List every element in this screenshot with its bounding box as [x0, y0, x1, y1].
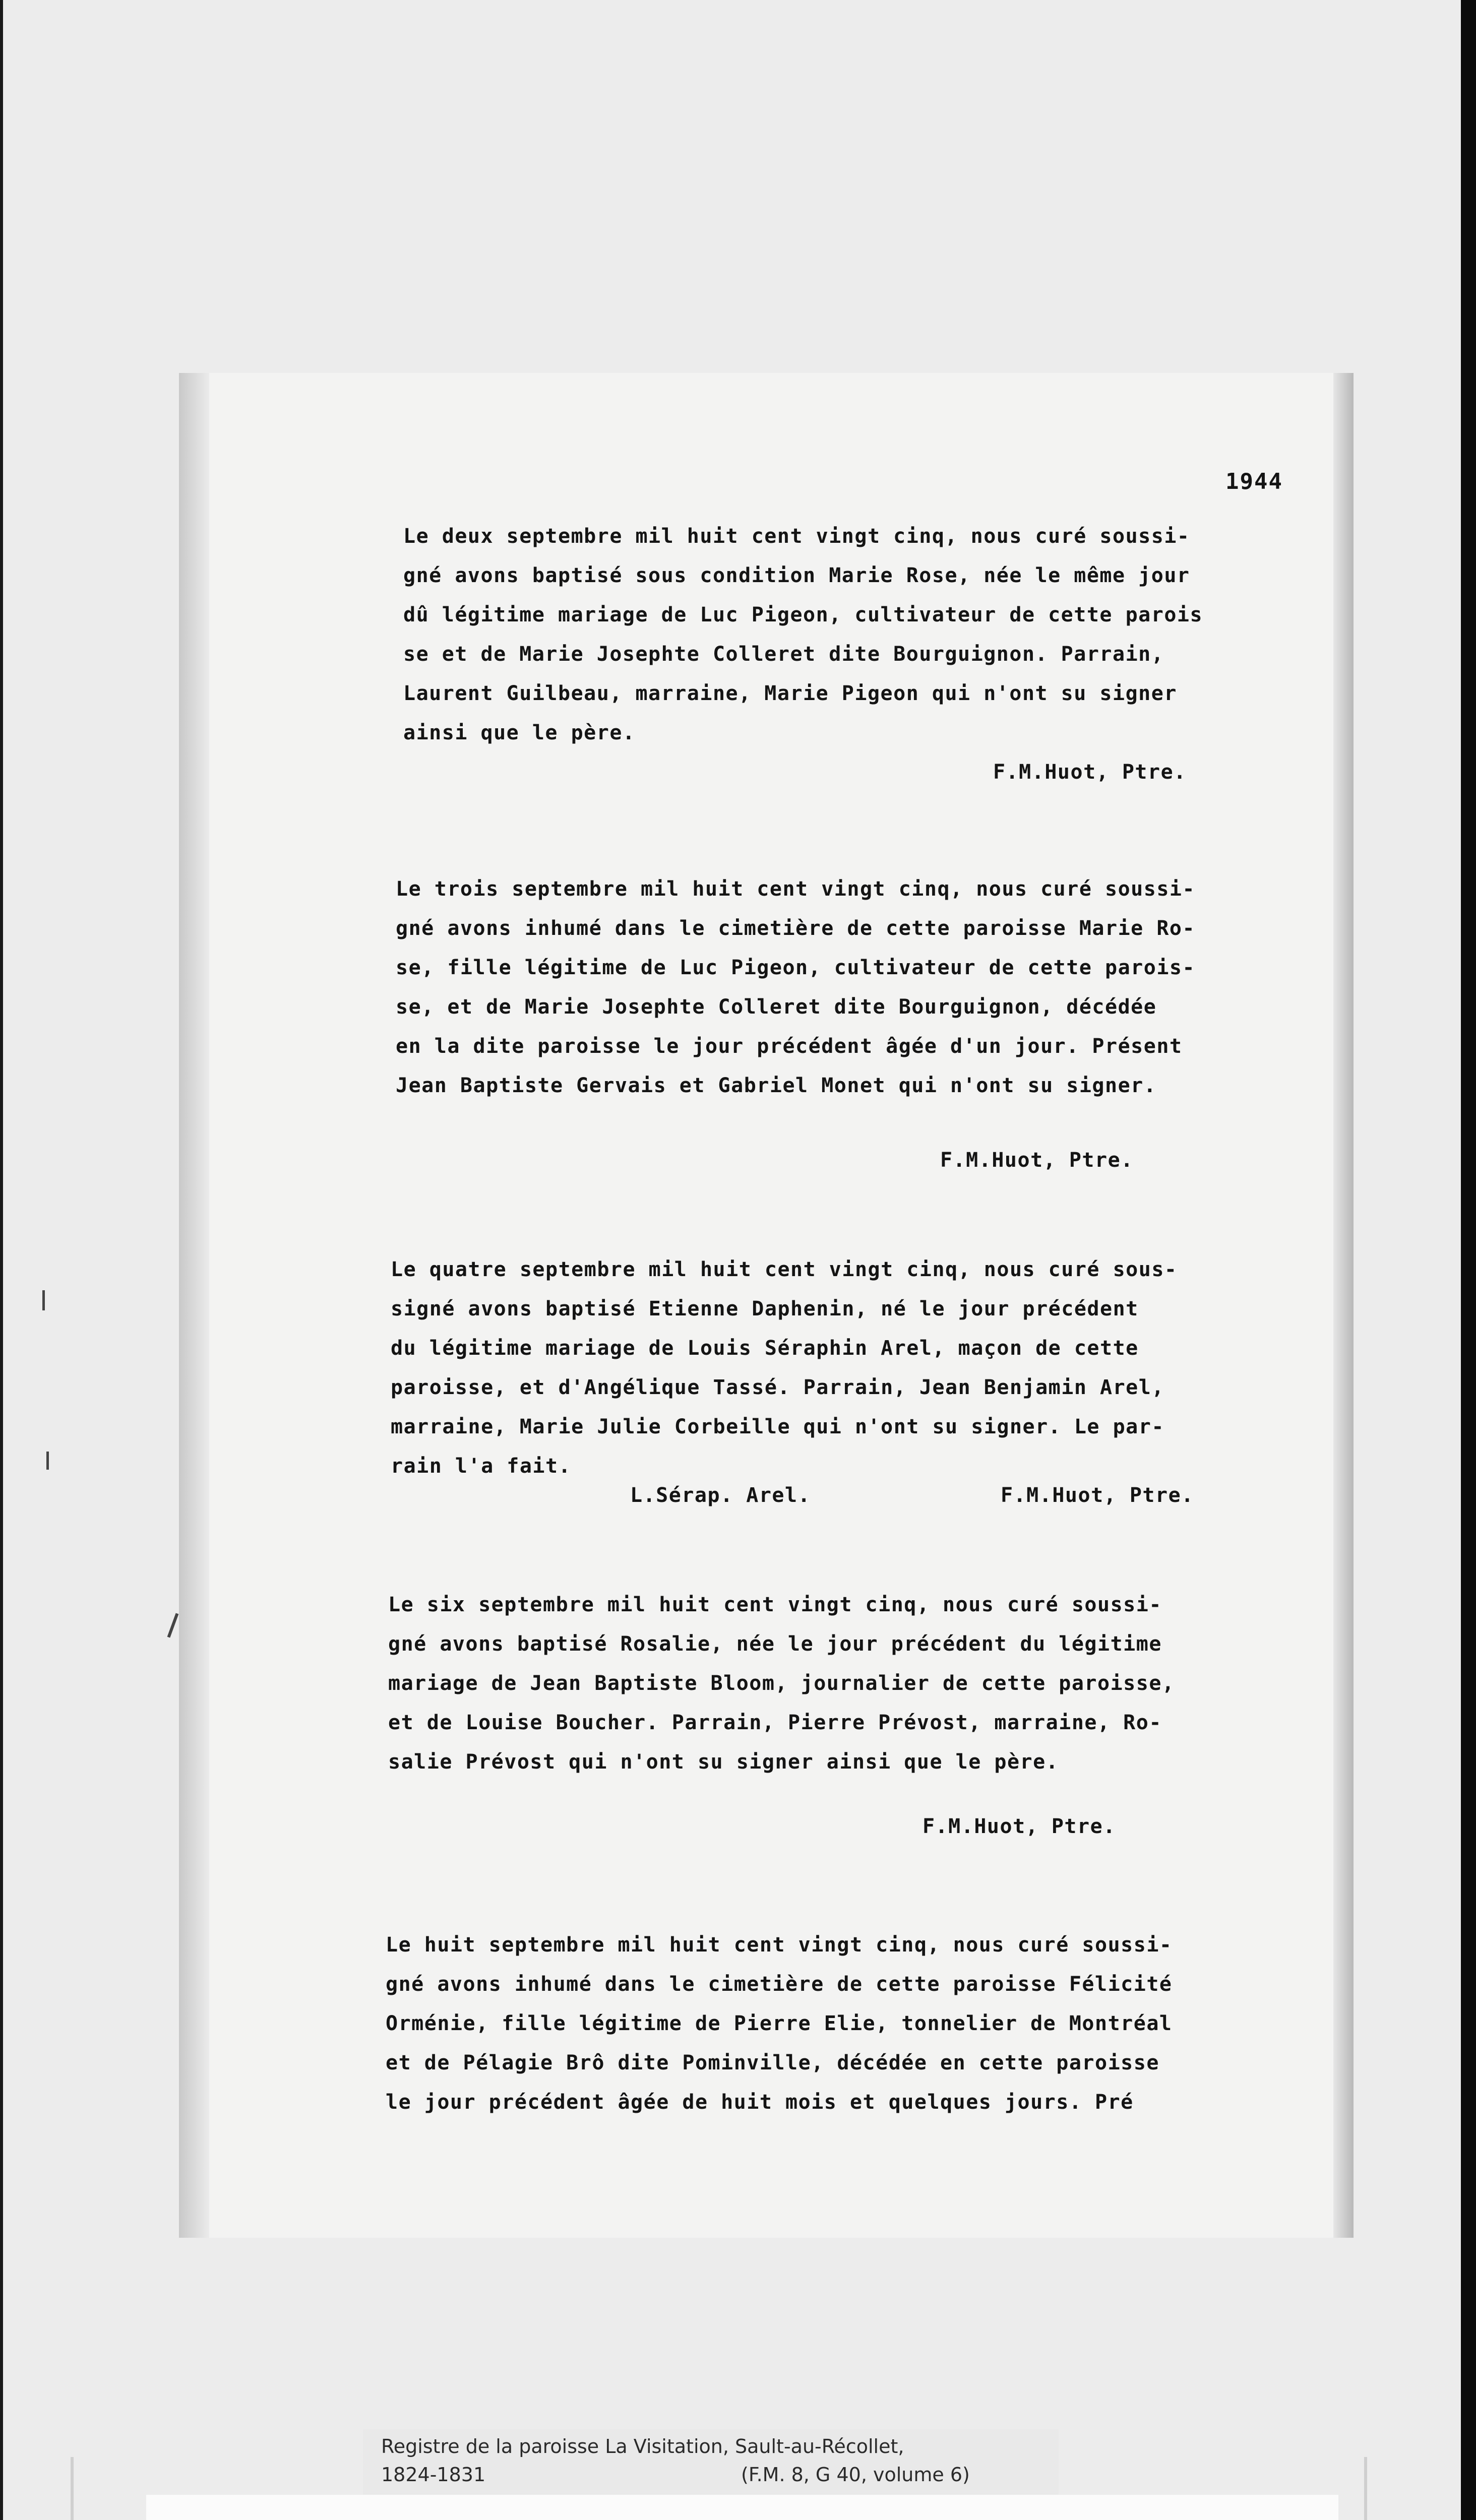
entry-line: mariage de Jean Baptiste Bloom, journalier de cette paroisse,: [388, 1672, 1175, 1695]
entry-line: gné avons inhumé dans le cimetière de cette paroisse Marie Ro-: [396, 917, 1196, 940]
film-mark: [46, 1452, 49, 1470]
witness-signature: L.Sérap. Arel.: [630, 1484, 811, 1507]
entry-line: se, et de Marie Josephte Colleret dite Bourguignon, décédée: [396, 995, 1157, 1019]
entry-line: paroisse, et d'Angélique Tassé. Parrain, Jean Benjamin Arel,: [391, 1376, 1164, 1399]
film-edge-left: [0, 0, 3, 2520]
caption-title: Registre de la paroisse La Visitation, Sault-au-Récollet,: [381, 2435, 904, 2458]
priest-signature: F.M.Huot, Ptre.: [922, 1815, 1116, 1838]
entry-line: se, fille légitime de Luc Pigeon, cultivateur de cette parois-: [396, 956, 1196, 979]
entry-line: Le deux septembre mil huit cent vingt cinq, nous curé soussi-: [403, 525, 1190, 548]
register-entry: [386, 1925, 1318, 2122]
film-mark: [42, 1290, 45, 1310]
signature-row: [388, 1807, 1321, 1846]
signature-row: [403, 752, 1336, 792]
register-entry: [396, 869, 1328, 1180]
entry-line: Laurent Guilbeau, marraine, Marie Pigeon qui n'ont su signer: [403, 682, 1177, 705]
priest-signature: F.M.Huot, Ptre.: [1001, 1484, 1194, 1507]
entry-line: du légitime mariage de Louis Séraphin Arel, maçon de cette: [391, 1337, 1139, 1360]
entry-line: se et de Marie Josephte Colleret dite Bourguignon. Parrain,: [403, 643, 1164, 666]
entry-line: dû légitime mariage de Luc Pigeon, cultivateur de cette parois: [403, 603, 1203, 626]
entry-line: Le quatre septembre mil huit cent vingt cinq, nous curé sous-: [391, 1258, 1178, 1281]
register-caption-label: [363, 2429, 1059, 2495]
entry-line: gné avons inhumé dans le cimetière de cette paroisse Félicité: [386, 1973, 1173, 1996]
typed-register-page: [179, 373, 1354, 2238]
entry-line: ainsi que le père.: [403, 721, 636, 744]
entry-line: marraine, Marie Julie Corbeille qui n'ont su signer. Le par-: [391, 1415, 1164, 1438]
entry-line: Le trois septembre mil huit cent vingt cinq, nous curé soussi-: [396, 877, 1196, 901]
film-edge-right: [1461, 0, 1476, 2520]
entry-line: en la dite paroisse le jour précédent âgée d'un jour. Présent: [396, 1035, 1183, 1058]
register-entry: [403, 517, 1336, 792]
film-mark: [167, 1613, 179, 1637]
entry-line: Jean Baptiste Gervais et Gabriel Monet qui n'ont su signer.: [396, 1074, 1157, 1097]
entry-line: et de Pélagie Brô dite Pominville, décédée en cette paroisse: [386, 2051, 1159, 2074]
entry-line: Le huit septembre mil huit cent vingt cinq, nous curé soussi-: [386, 1933, 1173, 1957]
page-number: 1944: [1225, 469, 1283, 494]
entry-line: gné avons baptisé sous condition Marie Rose, née le même jour: [403, 564, 1190, 587]
priest-signature: F.M.Huot, Ptre.: [993, 761, 1187, 784]
entry-line: rain l'a fait.: [391, 1455, 572, 1478]
entry-line: gné avons baptisé Rosalie, née le jour précédent du légitime: [388, 1632, 1162, 1656]
caption-years: 1824-1831: [381, 2464, 486, 2486]
priest-signature: F.M.Huot, Ptre.: [940, 1149, 1134, 1172]
entry-line: Le six septembre mil huit cent vingt cinq, nous curé soussi-: [388, 1593, 1162, 1616]
signature-row: [391, 1476, 1323, 1515]
entry-line: signé avons baptisé Etienne Daphenin, né le jour précédent: [391, 1297, 1139, 1320]
caption-reference: (F.M. 8, G 40, volume 6): [741, 2464, 970, 2486]
register-entry: [391, 1250, 1323, 1515]
signature-row: [396, 1141, 1328, 1180]
register-entry: [388, 1585, 1321, 1846]
public-archives-stamp: [146, 2495, 1338, 2520]
entry-line: Orménie, fille légitime de Pierre Elie, tonnelier de Montréal: [386, 2012, 1173, 2035]
entry-line: et de Louise Boucher. Parrain, Pierre Prévost, marraine, Ro-: [388, 1711, 1162, 1734]
entry-line: le jour précédent âgée de huit mois et quelques jours. Pré: [386, 2091, 1134, 2114]
entry-line: salie Prévost qui n'ont su signer ainsi que le père.: [388, 1750, 1059, 1774]
